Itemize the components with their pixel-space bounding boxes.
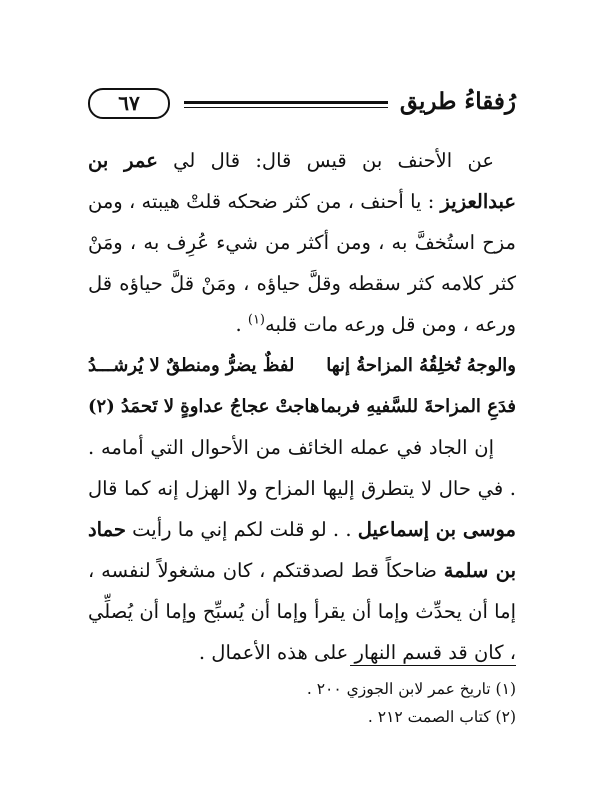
- verse-line-2: [88, 386, 516, 427]
- verse-1-second-hemistich: لفظٌ يضرُّ ومنطقٌ لا يُرشـــدُ: [88, 355, 295, 376]
- paragraph-2: [88, 427, 516, 673]
- p2-text-a: إن الجاد في عمله الخائف من الأحوال التي أمامه . . في حال لا يتطرق إليها المزاح ولا الهزل إنه كما قال: [88, 436, 516, 500]
- page-header: [88, 86, 516, 122]
- p1-end: .: [235, 313, 248, 336]
- verse-1-first-hemistich: والوجهُ تُخلِقُهُ المزاحةُ إنها: [326, 355, 516, 376]
- person-name-musa: موسى بن إسماعيل: [357, 518, 516, 541]
- footnote-2: (٢) كتاب الصمت ٢١٢ .: [367, 708, 516, 726]
- verse-line-1: [88, 345, 516, 386]
- main-text: [88, 140, 516, 673]
- book-title: رُفقاءُ طريق: [399, 88, 516, 115]
- p2-text-b: . . لو قلت لكم إني ما رأيت: [125, 518, 358, 541]
- header-rule: [184, 101, 388, 108]
- footnote-1: (١) تاريخ عمر لابن الجوزي ٢٠٠ .: [306, 680, 516, 698]
- person-name-omar: عمر بن عبدالعزيز: [88, 149, 516, 213]
- p2-text-c: ضاحكاً قط لصدقتكم ، كان مشغولاً لنفسه ، إما أن يحدِّث وإما أن يقرأ وإما أن يُسبِّح وإما أن يُصلِّي ، كان قد قسم النهار على هذه الأعمال .: [88, 559, 516, 664]
- p1-text: : يا أحنف ، من كثر ضحكه قلتْ هيبته ، ومن مزح استُخفَّ به ، ومن أكثر من شيء عُرِف به ، ومَنْ كثر كلامه كثر سقطه وقلَّ حياؤه ، ومَنْ قلَّ حياؤه قل ورعه ، ومن قل ورعه مات قلبه: [88, 190, 516, 336]
- footnotes: [88, 675, 516, 731]
- footnote-ref-1: (١): [247, 312, 265, 328]
- footnote-separator: [350, 665, 516, 666]
- person-name-hammad: حماد بن سلمة: [88, 518, 516, 582]
- verse-2-first-hemistich: فدَعِ المزاحةَ للسَّفيهِ فربما: [320, 396, 516, 417]
- p1-intro: عن الأحنف بن قيس قال: قال لي: [157, 149, 494, 172]
- paragraph-1: [88, 140, 516, 345]
- page-number: ٦٧: [88, 88, 170, 119]
- verse-2-second-hemistich: هاجتْ عجاجُ عداوةٍ لا تَحمَدُ (٢): [88, 396, 320, 417]
